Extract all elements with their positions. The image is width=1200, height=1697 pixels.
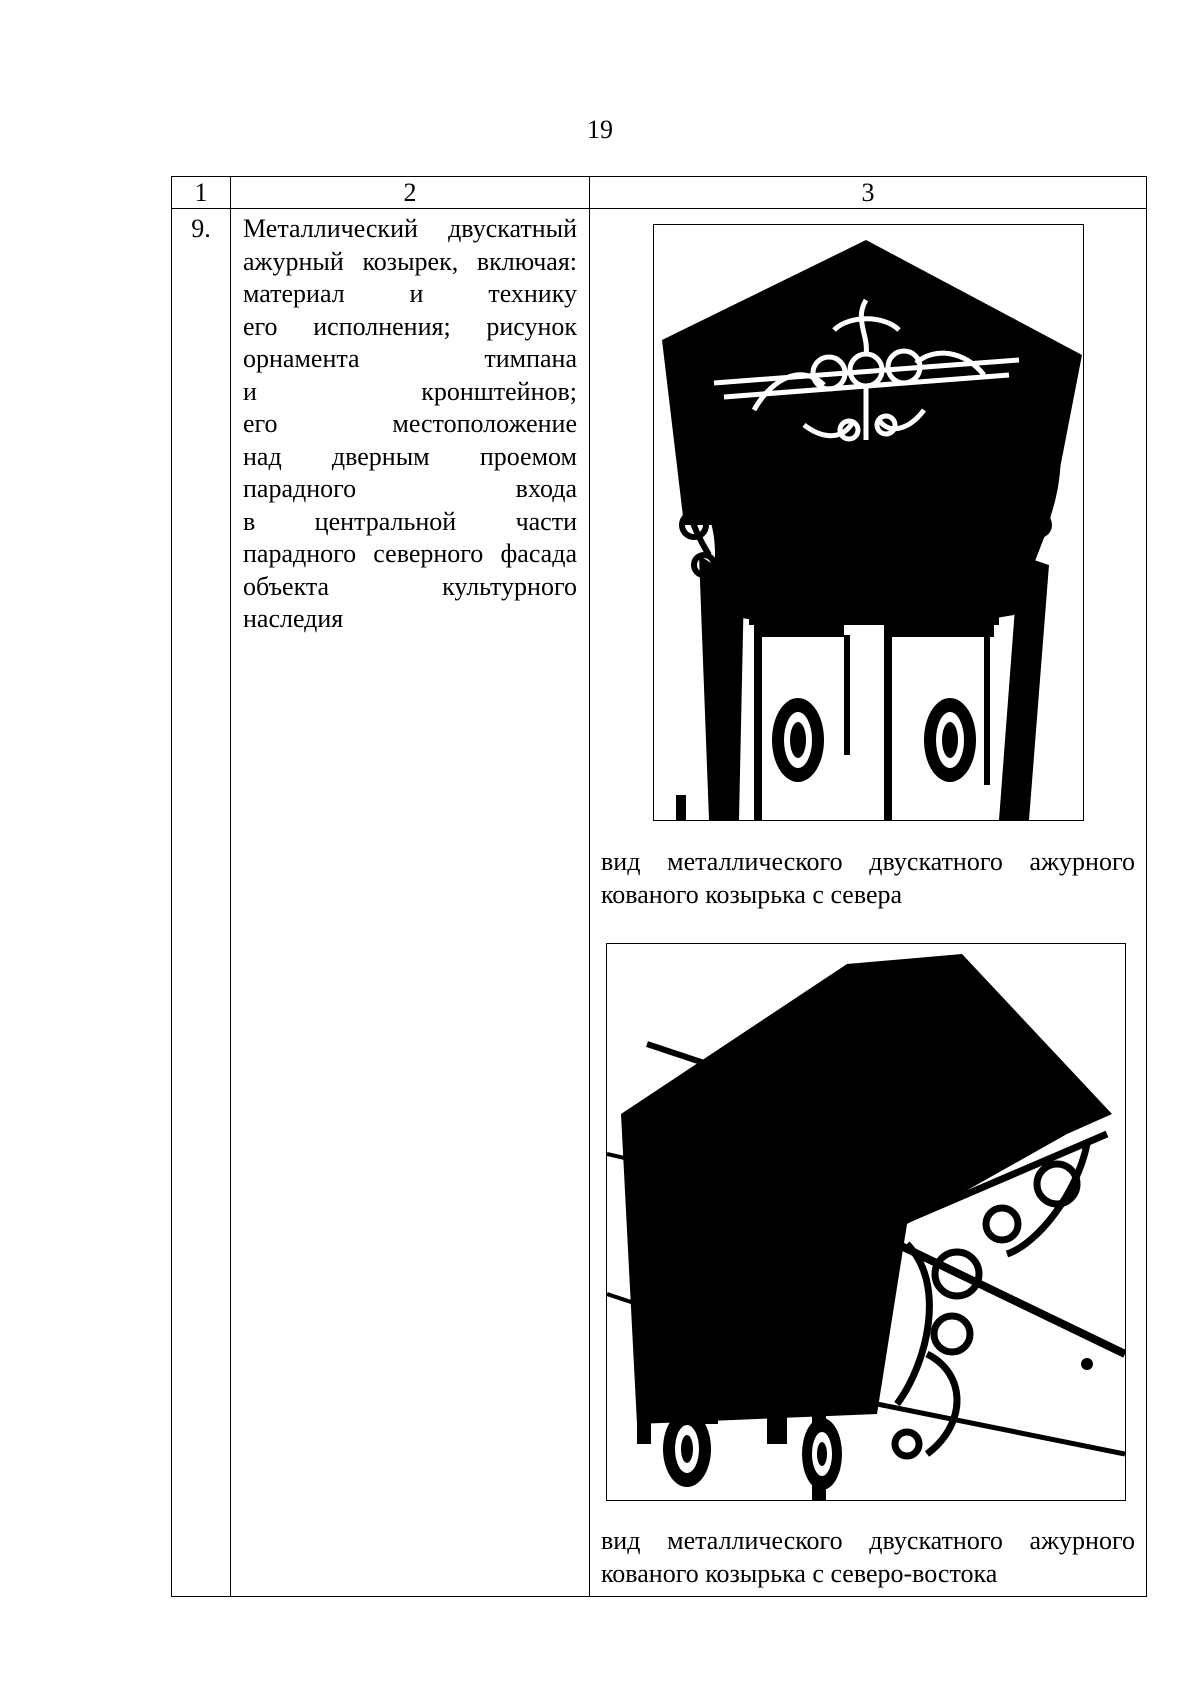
description-line: над дверным проемом	[243, 441, 577, 471]
header-col-1: 1	[172, 177, 231, 209]
row-photos-cell	[590, 209, 1147, 1597]
description-line: парадного северного фасада	[243, 539, 577, 568]
page-number: 19	[587, 115, 613, 144]
description-line: материал и технику	[243, 279, 577, 308]
heritage-table	[171, 176, 1147, 1597]
description-line: орнамента тимпана	[243, 344, 577, 373]
description-line: наследия	[243, 604, 344, 633]
description-line: объекта культурного	[243, 571, 577, 601]
caption-line: вид металлического двускатного ажурного	[601, 1526, 1135, 1555]
caption-line: кованого козырька с северо-востока	[601, 1558, 998, 1588]
row-description	[231, 209, 590, 1597]
description-line: парадного входа	[243, 474, 577, 503]
header-col-3: 3	[590, 177, 1147, 209]
photo-caption-northeast	[601, 1525, 1135, 1590]
caption-line: вид металлического двускатного ажурного	[601, 847, 1135, 876]
description-line: его местоположение	[243, 409, 577, 438]
caption-line: кованого козырька с севера	[601, 879, 903, 909]
table-header-row	[172, 177, 1147, 209]
description-line: в центральной части	[243, 506, 577, 536]
canopy-photo-northeast	[606, 943, 1126, 1501]
description-line: его исполнения; рисунок	[243, 311, 577, 341]
header-col-2: 2	[231, 177, 590, 209]
photo-caption-north	[601, 846, 1135, 911]
canopy-photo-north	[653, 224, 1084, 821]
description-line: ажурный козырек, включая:	[243, 246, 577, 276]
table-row	[172, 209, 1147, 1597]
description-line: Металлический двускатный	[243, 214, 577, 243]
row-number: 9.	[172, 209, 231, 1597]
description-line: и кронштейнов;	[243, 376, 577, 406]
